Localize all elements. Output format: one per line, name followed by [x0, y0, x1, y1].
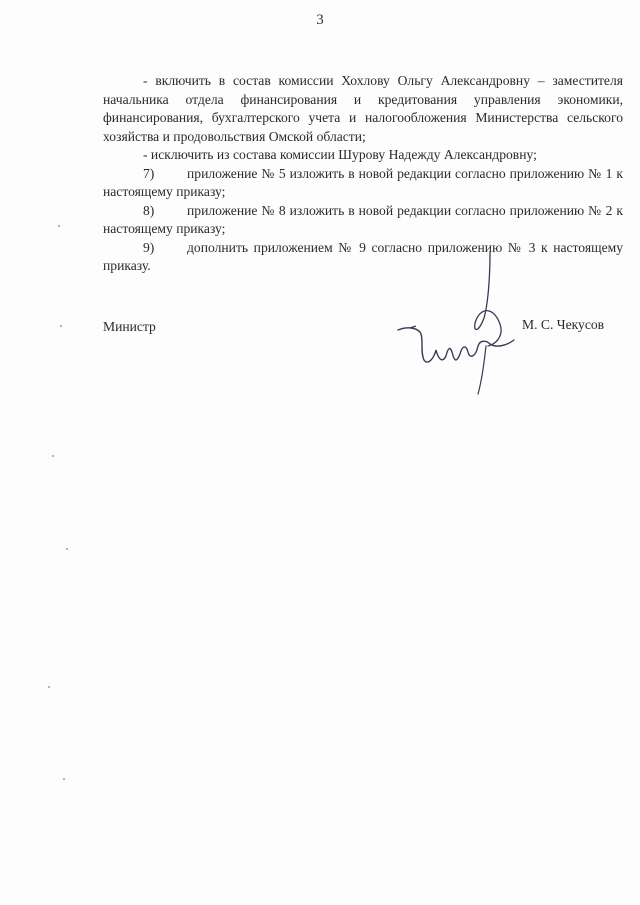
handwritten-signature — [390, 248, 530, 398]
scan-speck — [52, 455, 54, 457]
paragraph-exclude-member: - исключить из состава комиссии Шурову Надежду Александровну; — [143, 147, 537, 162]
scan-speck — [58, 225, 60, 227]
scan-speck — [66, 548, 68, 550]
list-item-9 — [103, 239, 623, 276]
item-text: приложение № 8 изложить в новой редакции согласно приложению № 2 к настоящему приказу; — [103, 202, 623, 236]
document-body — [103, 72, 623, 276]
list-item-7 — [103, 165, 623, 202]
signatory-name: М. С. Чекусов — [522, 317, 605, 332]
scan-speck — [63, 778, 65, 780]
scan-speck — [60, 325, 62, 327]
item-number: 8) — [143, 202, 155, 218]
paragraph-include-member: - включить в состав комиссии Хохлову Ольгу Александровну – заместителя начальника отдела финансирования и кредитования управления экономики, финансирования, бухгалтерского учета и налогообложения Министерства сельского хозяйства и продовольствия Омской области; — [103, 73, 623, 144]
item-number: 7) — [143, 165, 155, 181]
item-number: 9) — [143, 239, 155, 255]
list-item-8 — [103, 202, 623, 239]
item-text: дополнить приложением № 9 согласно приложению № 3 к настоящему приказу. — [103, 239, 623, 273]
page-number: 3 — [316, 12, 324, 28]
signatory-role: Министр — [103, 319, 156, 334]
scan-speck — [48, 686, 50, 688]
item-text: приложение № 5 изложить в новой редакции согласно приложению № 1 к настоящему приказу; — [103, 165, 623, 199]
